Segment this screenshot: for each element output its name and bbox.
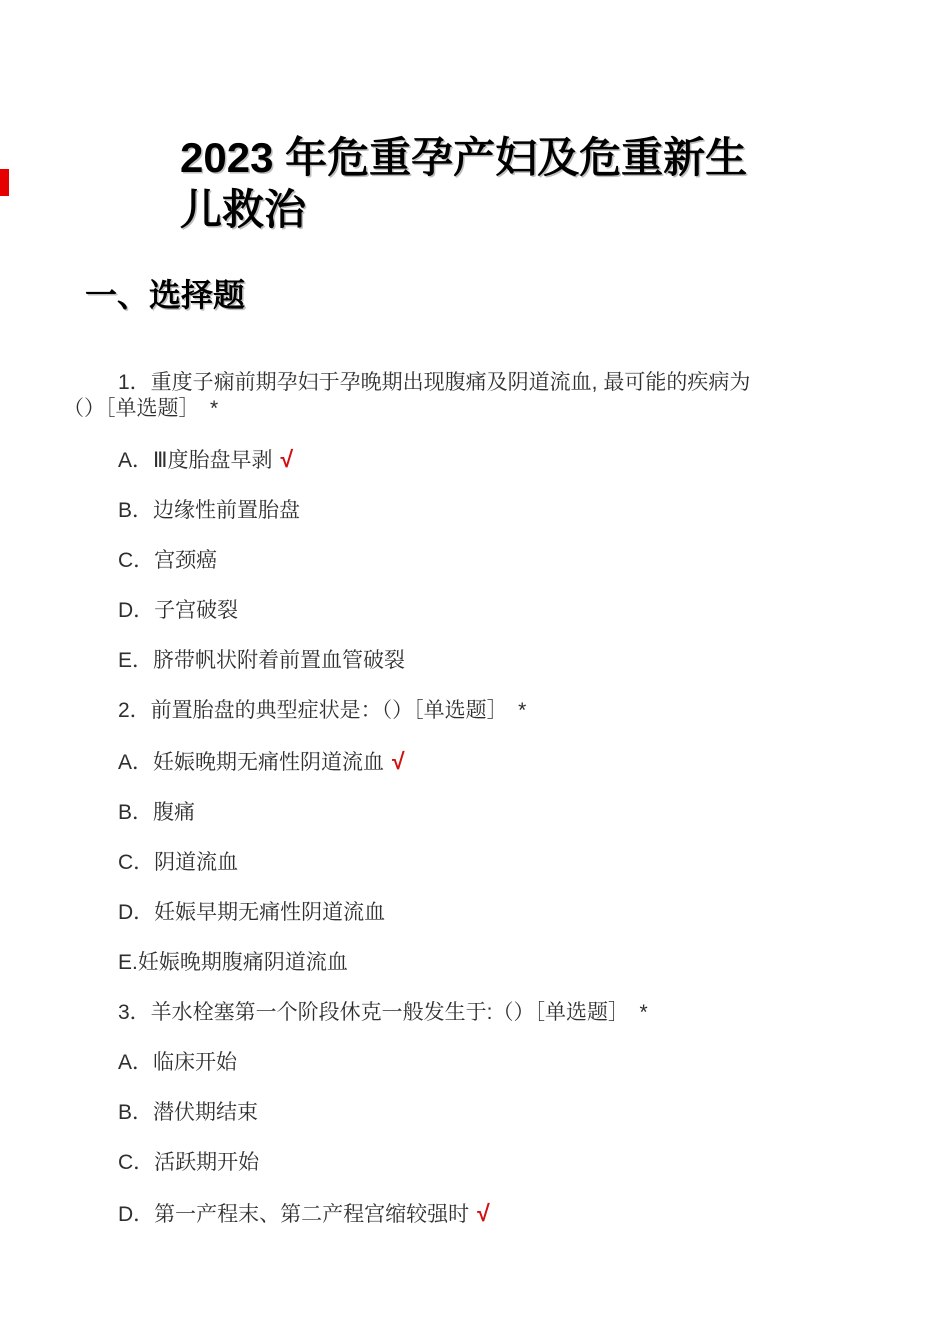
correct-answer-checkmark: √: [477, 1200, 490, 1226]
question-1-line-2: （）［单选题］ *: [63, 397, 219, 420]
question-2-option-c: [63, 850, 903, 876]
option-label: C．阴道流血: [118, 851, 239, 874]
question-2-line-1: 2．前置胎盘的典型症状是：（）［单选题］ *: [118, 699, 527, 722]
option-label: C．活跃期开始: [118, 1151, 260, 1174]
question-1-option-a: [63, 446, 903, 474]
question-1-option-b: [63, 498, 903, 524]
question-3-option-d: [63, 1200, 903, 1228]
option-label: C．宫颈癌: [118, 549, 218, 572]
question-1-option-d: [63, 598, 903, 624]
question-1-option-e: [63, 648, 903, 674]
question-2-option-e: [63, 950, 903, 976]
option-label: A．Ⅲ度胎盘早剥: [118, 449, 273, 472]
option-label: B．腹痛: [118, 801, 196, 824]
question-list: [63, 370, 903, 1252]
question-2-text: [63, 698, 903, 724]
document-title-line-1: 2023 年危重孕产妇及危重新生: [180, 134, 748, 181]
option-label: B．潜伏期结束: [118, 1101, 259, 1124]
document-title-line-2: 儿救治: [180, 186, 307, 233]
question-2-option-d: [63, 900, 903, 926]
question-3-option-c: [63, 1150, 903, 1176]
question-3-text: [63, 1000, 903, 1026]
option-label: D．妊娠早期无痛性阴道流血: [118, 901, 386, 924]
section-heading: 一、选择题: [85, 277, 246, 313]
option-label: A．妊娠晚期无痛性阴道流血: [118, 751, 385, 774]
question-3-line-1: 3．羊水栓塞第一个阶段休克一般发生于:（）［单选题］ *: [118, 1001, 648, 1024]
question-2-option-a: [63, 748, 903, 776]
question-3-option-a: [63, 1050, 903, 1076]
question-3-option-b: [63, 1100, 903, 1126]
question-1-option-c: [63, 548, 903, 574]
page-edge-marker: [0, 169, 9, 196]
option-label: B．边缘性前置胎盘: [118, 499, 301, 522]
option-label: D．第一产程末、第二产程宫缩较强时: [118, 1203, 470, 1226]
option-label: E.妊娠晚期腹痛阴道流血: [118, 951, 348, 974]
correct-answer-checkmark: √: [392, 748, 405, 774]
option-label: D．子宫破裂: [118, 599, 239, 622]
question-2-option-b: [63, 800, 903, 826]
question-1-text: [63, 370, 903, 422]
correct-answer-checkmark: √: [280, 446, 294, 472]
document-title: [180, 132, 747, 236]
option-label: A．临床开始: [118, 1051, 238, 1074]
question-1-line-1: 1．重度子痫前期孕妇于孕晚期出现腹痛及阴道流血, 最可能的疾病为: [118, 371, 751, 394]
option-label: E．脐带帆状附着前置血管破裂: [118, 649, 406, 672]
